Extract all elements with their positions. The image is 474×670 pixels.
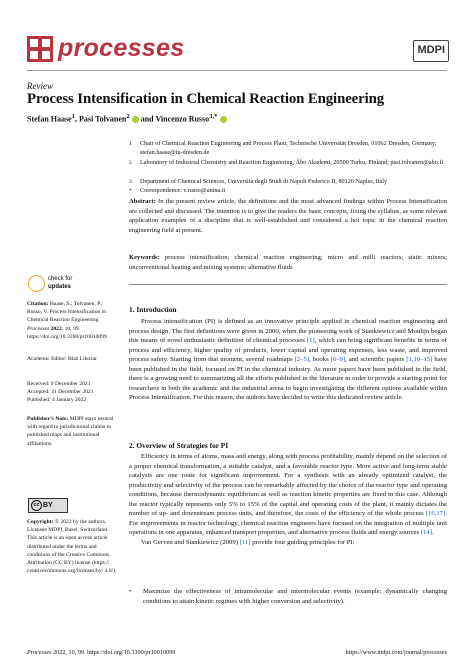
keywords: Keywords: process intensification; chemical reaction engineering; micro and milli reactors; static mixers; unconventional heating and mixing systems; alternative fluids xyxy=(129,254,447,271)
section-divider xyxy=(129,284,447,285)
bullet-icon: • xyxy=(129,588,132,595)
author-name[interactable]: Vincenzo Russo xyxy=(155,114,210,124)
copyright-notice: Copyright: © 2022 by the authors. Licensee MDPI, Basel, Switzerland. This article is an open access article distributed under the terms and conditions of the Creative Commons Attribution (CC BY) license (https:// creativecommons.org/licenses/by/ 4.0/). xyxy=(27,519,117,575)
affiliation: 2 Laboratory of Industrial Chemistry and Reaction Engineering, Åbo Akademi, 20500 Turku, Finland; pasi.tolvanen@abo.fi xyxy=(129,159,444,166)
list-item: • Maximize the effectiveness of intramolecular and intermolecular events (example: dynamically changing conditions to attain kinetic regimes with higher conversion and selectivity). xyxy=(129,588,447,605)
journal-name: processes xyxy=(58,34,185,62)
page-footer: Processes 2022, 10, 99. https://doi.org/10.3390/pr10010099 https://www.mdpi.com/journal/processes xyxy=(27,649,447,656)
academic-editor: Academic Editor: Blaž Likozar xyxy=(27,356,98,362)
check-updates-icon xyxy=(28,275,45,292)
orcid-icon[interactable] xyxy=(132,116,139,123)
cc-license-badge[interactable]: cc BY xyxy=(28,498,68,513)
citation-link[interactable]: [16,17] xyxy=(425,510,446,518)
mdpi-logo: MDPI xyxy=(413,40,449,62)
section-heading: 1. Introduction xyxy=(129,305,177,314)
correspondence: * Correspondence: v.russo@unina.it xyxy=(129,186,226,194)
publisher-note: Publisher’s Note: MDPI stays neutral with regard to jurisdictional claims in published maps and institutional affiliations. xyxy=(27,416,114,447)
orcid-icon[interactable] xyxy=(220,116,227,123)
citation-link[interactable]: [1,10–15] xyxy=(406,356,433,364)
cc-icon: cc xyxy=(31,500,42,511)
citation-link[interactable]: [2–5] xyxy=(294,356,310,364)
abstract: Abstract: In the present review article, the definitions and the most advanced findings within Process Intensification are collected and discussed. The intention is to give the readers the basic concepts, fixing the syllabus, as some relevant application examples of a discipline that is well-established and considered a hot topic in the chemical reaction engineering field at present. xyxy=(129,198,447,234)
author-list: Stefan Haase$^1$, Pasi Tolvanen$^2$ and Vincenzo Russo$^{3,*}$ xyxy=(27,113,227,124)
check-for-updates-button[interactable]: check for updates xyxy=(28,274,120,294)
body-paragraph: Efficiency in terms of atoms, mass and energy, along with process profitability, mainly depend on the selection of a proper chemical transformation, a suitable catalyst, and a favorable reactor type. More active and long-term stable catalysts are one route for significant improvement. For a synthesis with an already optimized catalyst, the productivity and selectivity of the process can be remarkably affected by the choice of the reactor type and operating conditions, because thermodynamic equilibrium as well as reaction kinetic properties are fixed in this case. Although the reactor typically represents only 5% to 15% of the capital and operating costs of the plant, it mainly dictates the number of up- and downstream process units, and therefore, the costs of the efficiency of the whole process [16,17]. For improvements in reactor technology, chemical reaction engineers have focused on the integration of multiple unit operations in one apparatus, enhanced transport properties, and alternative process fluids and energy sources [14]. Van Gerven and Stankiewicz (2009) [11] provide four guiding principles for PI: xyxy=(129,453,447,546)
dates: Received: 9 December 2021 Accepted: 31 December 2021 Published: 4 January 2022 xyxy=(27,381,94,404)
body-paragraph: Process intensification (PI) is defined as an innovative principle applied in chemical reaction engineering and process design. The first definitions were given in 2000, when the pioneering work of Stankiewicz and Moulijn began this means of novel enthusiastic definition of chemical processes [1], which can bring significant benefits in terms of process and efficiency, higher quality of products, lower capital and operating expenses, less waste, and improved process safety. Starting from that moment, several roadmaps [2–5], books [6–9], and scientific papers [1,10–15] have been published in the field, focused on PI in the chemical industry. As more papers have been published in the field, there is a growing need to summarizing all the efforts published in the literature in order to provide a starting point for researchers in both the academic and the industrial arena to begin investigating the different options available within Process Intensification. For this reason, the authors have decided to write this dedicated review article. xyxy=(129,318,447,402)
citation-link[interactable]: [6–9] xyxy=(330,356,346,364)
citation-link[interactable]: [14] xyxy=(420,529,432,537)
citation-link[interactable]: [11] xyxy=(239,538,251,546)
affiliation: 1 Chair of Chemical Reaction Engineering and Process Plant, Technische Universität Dresden, 01062 Dresden, Germany; stefan.haase@tu-dresden.de xyxy=(129,140,437,156)
author-name[interactable]: Pasi Tolvanen xyxy=(79,114,127,124)
journal-logo xyxy=(27,36,53,62)
header-divider xyxy=(27,70,447,71)
section-heading: 2. Overview of Strategies for PI xyxy=(129,441,229,450)
citation-info: Citation: Haase, S.; Tolvanen, P.; Russo, V. Process Intensification in Chemical Reaction Engineering. Processes 2022, 10, 99. https://doi.org/10.3390/pr10010099 xyxy=(27,301,107,340)
article-title: Process Intensification in Chemical Reaction Engineering xyxy=(27,91,385,107)
article-type: Review xyxy=(27,81,53,91)
affiliation: 3 Department of Chemical Sciences, Università degli Studi di Napoli Federico II, 80126 Naples, Italy xyxy=(129,178,388,185)
journal-url-link[interactable]: https://www.mdpi.com/journal/processes xyxy=(345,649,447,656)
author-name[interactable]: Stefan Haase xyxy=(27,114,72,124)
citation-link[interactable]: [1] xyxy=(306,337,315,345)
